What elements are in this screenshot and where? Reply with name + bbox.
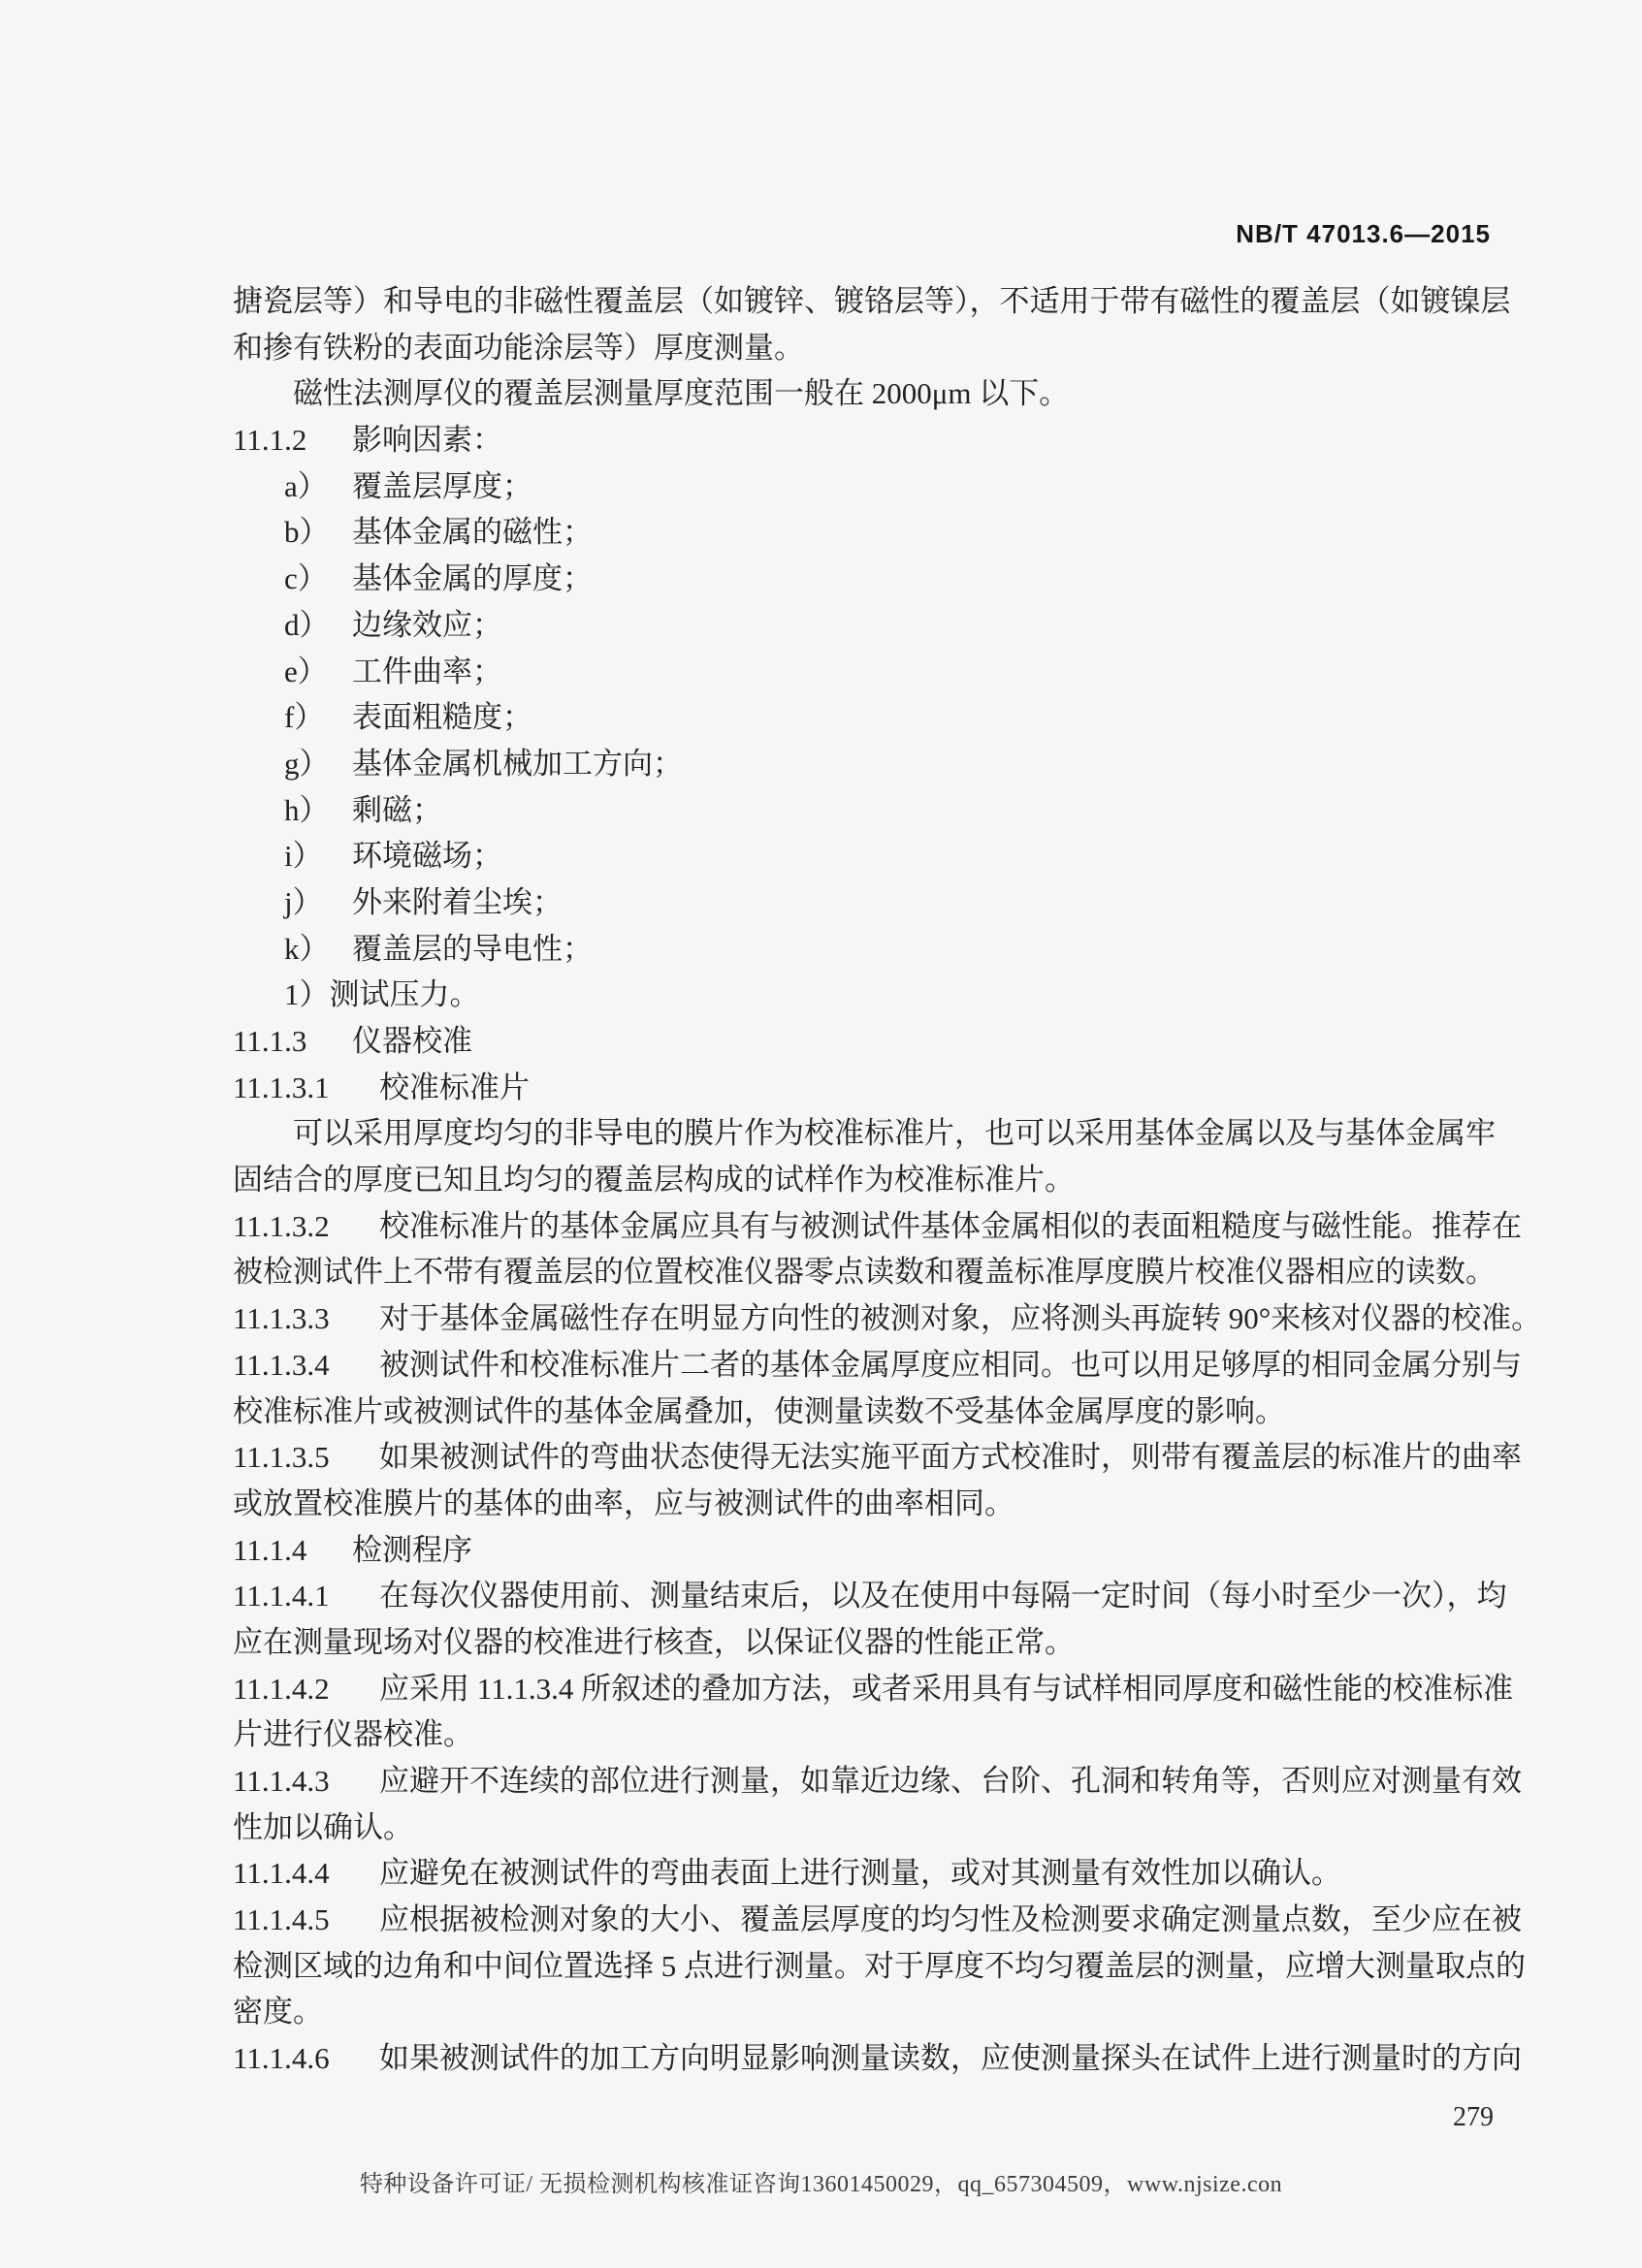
- list-label: i）: [284, 839, 323, 874]
- section-paragraph: [233, 1573, 1507, 1619]
- section-number: 11.1.4.2: [233, 1671, 330, 1706]
- text-line: 性加以确认。: [233, 1809, 413, 1844]
- section-number: 11.1.4.1: [233, 1579, 330, 1613]
- section-paragraph: [233, 2035, 1522, 2082]
- section-number: 11.1.4: [233, 1532, 307, 1567]
- section-paragraph: [233, 1897, 1522, 1943]
- section-paragraph: [233, 1850, 1497, 1897]
- list-text: 工件曲率；: [352, 654, 502, 688]
- list-label: g）: [284, 746, 330, 781]
- list-item: [233, 509, 1497, 556]
- section-number: 11.1.3.1: [233, 1070, 330, 1104]
- section-number: 11.1.3.2: [233, 1208, 330, 1243]
- text-line: 和掺有铁粉的表面功能涂层等）厚度测量。: [233, 330, 804, 365]
- list-label: f）: [284, 700, 325, 735]
- text-line: 应在测量现场对仪器的校准进行核查，以保证仪器的性能正常。: [233, 1624, 1075, 1659]
- text-line: 校准标准片或被测试件的基体金属叠加，使测量读数不受基体金属厚度的影响。: [233, 1393, 1285, 1428]
- footer-watermark-text: 特种设备许可证/ 无损检测机构核准证咨询13601450029，qq_657304509，www.njsize.con: [359, 2172, 1283, 2197]
- list-label: h）: [284, 792, 330, 827]
- section-number: 11.1.3: [233, 1024, 307, 1058]
- section-paragraph: [233, 1342, 1522, 1389]
- section-text: 应避免在被测试件的弯曲表面上进行测量，或对其测量有效性加以确认。: [379, 1856, 1341, 1891]
- list-item: [233, 694, 1497, 741]
- section-heading: [233, 417, 1497, 463]
- section-text: 应避开不连续的部位进行测量，如靠近边缘、台阶、孔洞和转角等，否则应对测量有效: [379, 1764, 1522, 1798]
- list-text: 外来附着尘埃；: [352, 884, 563, 919]
- section-text: 校准标准片的基体金属应具有与被测试件基体金属相似的表面粗糙度与磁性能。推荐在: [379, 1208, 1522, 1243]
- list-label: k）: [284, 931, 330, 966]
- text-line: 或放置校准膜片的基体的曲率，应与被测试件的曲率相同。: [233, 1485, 1014, 1520]
- section-paragraph: [233, 1295, 1542, 1342]
- section-heading: [233, 1018, 1497, 1065]
- text-line: 检测区域的边角和中间位置选择 5 点进行测量。对于厚度不均匀覆盖层的测量，应增大测量取点的: [233, 1948, 1526, 1983]
- section-title: 校准标准片: [379, 1070, 530, 1104]
- section-text: 如果被测试件的弯曲状态使得无法实施平面方式校准时，则带有覆盖层的标准片的曲率: [379, 1440, 1522, 1475]
- section-title: 检测程序: [352, 1532, 472, 1567]
- list-label: e）: [284, 654, 328, 688]
- section-text: 被测试件和校准标准片二者的基体金属厚度应相同。也可以用足够厚的相同金属分别与: [379, 1347, 1522, 1382]
- section-paragraph: [233, 1434, 1522, 1481]
- section-number: 11.1.2: [233, 423, 307, 458]
- list-item: [233, 741, 1497, 787]
- section-paragraph: [233, 1203, 1522, 1250]
- list-label: c）: [284, 561, 328, 596]
- section-number: 11.1.3.5: [233, 1440, 330, 1475]
- section-text: 在每次仪器使用前、测量结束后，以及在使用中每隔一定时间（每小时至少一次），均: [379, 1579, 1507, 1613]
- section-heading: [233, 1527, 1497, 1574]
- list-text: 环境磁场；: [352, 839, 502, 874]
- section-text: 如果被测试件的加工方向明显影响测量读数，应使测量探头在试件上进行测量时的方向: [379, 2041, 1522, 2076]
- section-number: 11.1.3.4: [233, 1347, 330, 1382]
- list-text: 边缘效应；: [352, 607, 502, 642]
- list-item: [233, 833, 1497, 879]
- list-text: 基体金属机械加工方向；: [352, 746, 683, 781]
- text-line: 磁性法测厚仪的覆盖层测量厚度范围一般在 2000μm 以下。: [293, 376, 1070, 411]
- standard-number-header: NB/T 47013.6—2015: [1236, 219, 1491, 248]
- section-number: 11.1.4.5: [233, 1902, 330, 1937]
- list-item: [233, 879, 1497, 926]
- list-text: 基体金属的厚度；: [352, 561, 593, 596]
- text-line: 密度。: [233, 1995, 323, 2029]
- section-number: 11.1.4.6: [233, 2041, 330, 2076]
- list-item: [233, 649, 1497, 695]
- text-line: 被检测试件上不带有覆盖层的位置校准仪器零点读数和覆盖标准厚度膜片校准仪器相应的读数。: [233, 1255, 1496, 1290]
- list-item: [233, 926, 1497, 973]
- section-title: 影响因素：: [352, 423, 502, 458]
- list-item: [233, 787, 1497, 834]
- list-item: [233, 556, 1497, 602]
- list-label: d）: [284, 607, 330, 642]
- section-text: 应根据被检测对象的大小、覆盖层厚度的均匀性及检测要求确定测量点数，至少应在被: [379, 1902, 1522, 1937]
- text-line: 固结合的厚度已知且均匀的覆盖层构成的试样作为校准标准片。: [233, 1163, 1075, 1198]
- list-text: 覆盖层厚度；: [352, 468, 532, 503]
- section-heading: [233, 1065, 1497, 1111]
- list-item: 1）测试压力。: [284, 977, 480, 1012]
- text-line: 搪瓷层等）和导电的非磁性覆盖层（如镀锌、镀铬层等），不适用于带有磁性的覆盖层（如镀镍层: [233, 284, 1511, 318]
- page-number: 279: [1453, 2102, 1494, 2132]
- section-number: 11.1.3.3: [233, 1301, 330, 1336]
- section-number: 11.1.4.3: [233, 1764, 330, 1798]
- section-paragraph: [233, 1758, 1522, 1805]
- list-label: b）: [284, 515, 330, 550]
- list-text: 基体金属的磁性；: [352, 515, 593, 550]
- document-body: [233, 278, 1542, 2082]
- list-text: 表面粗糙度；: [352, 700, 532, 735]
- list-text: 覆盖层的导电性；: [352, 931, 593, 966]
- list-label: a）: [284, 468, 328, 503]
- section-title: 仪器校准: [352, 1024, 472, 1058]
- list-text: 剩磁；: [352, 792, 442, 827]
- list-item: [233, 602, 1497, 649]
- text-line: 片进行仪器校准。: [233, 1717, 473, 1752]
- text-line: 可以采用厚度均匀的非导电的膜片作为校准标准片，也可以采用基体金属以及与基体金属牢: [293, 1116, 1496, 1151]
- list-label: j）: [284, 884, 323, 919]
- section-text: 对于基体金属磁性存在明显方向性的被测对象，应将测头再旋转 90°来核对仪器的校准。: [379, 1301, 1542, 1336]
- list-item: [233, 463, 1497, 510]
- section-number: 11.1.4.4: [233, 1856, 330, 1891]
- section-text: 应采用 11.1.3.4 所叙述的叠加方法，或者采用具有与试样相同厚度和磁性能的校准标准: [379, 1671, 1514, 1706]
- section-paragraph: [233, 1666, 1514, 1712]
